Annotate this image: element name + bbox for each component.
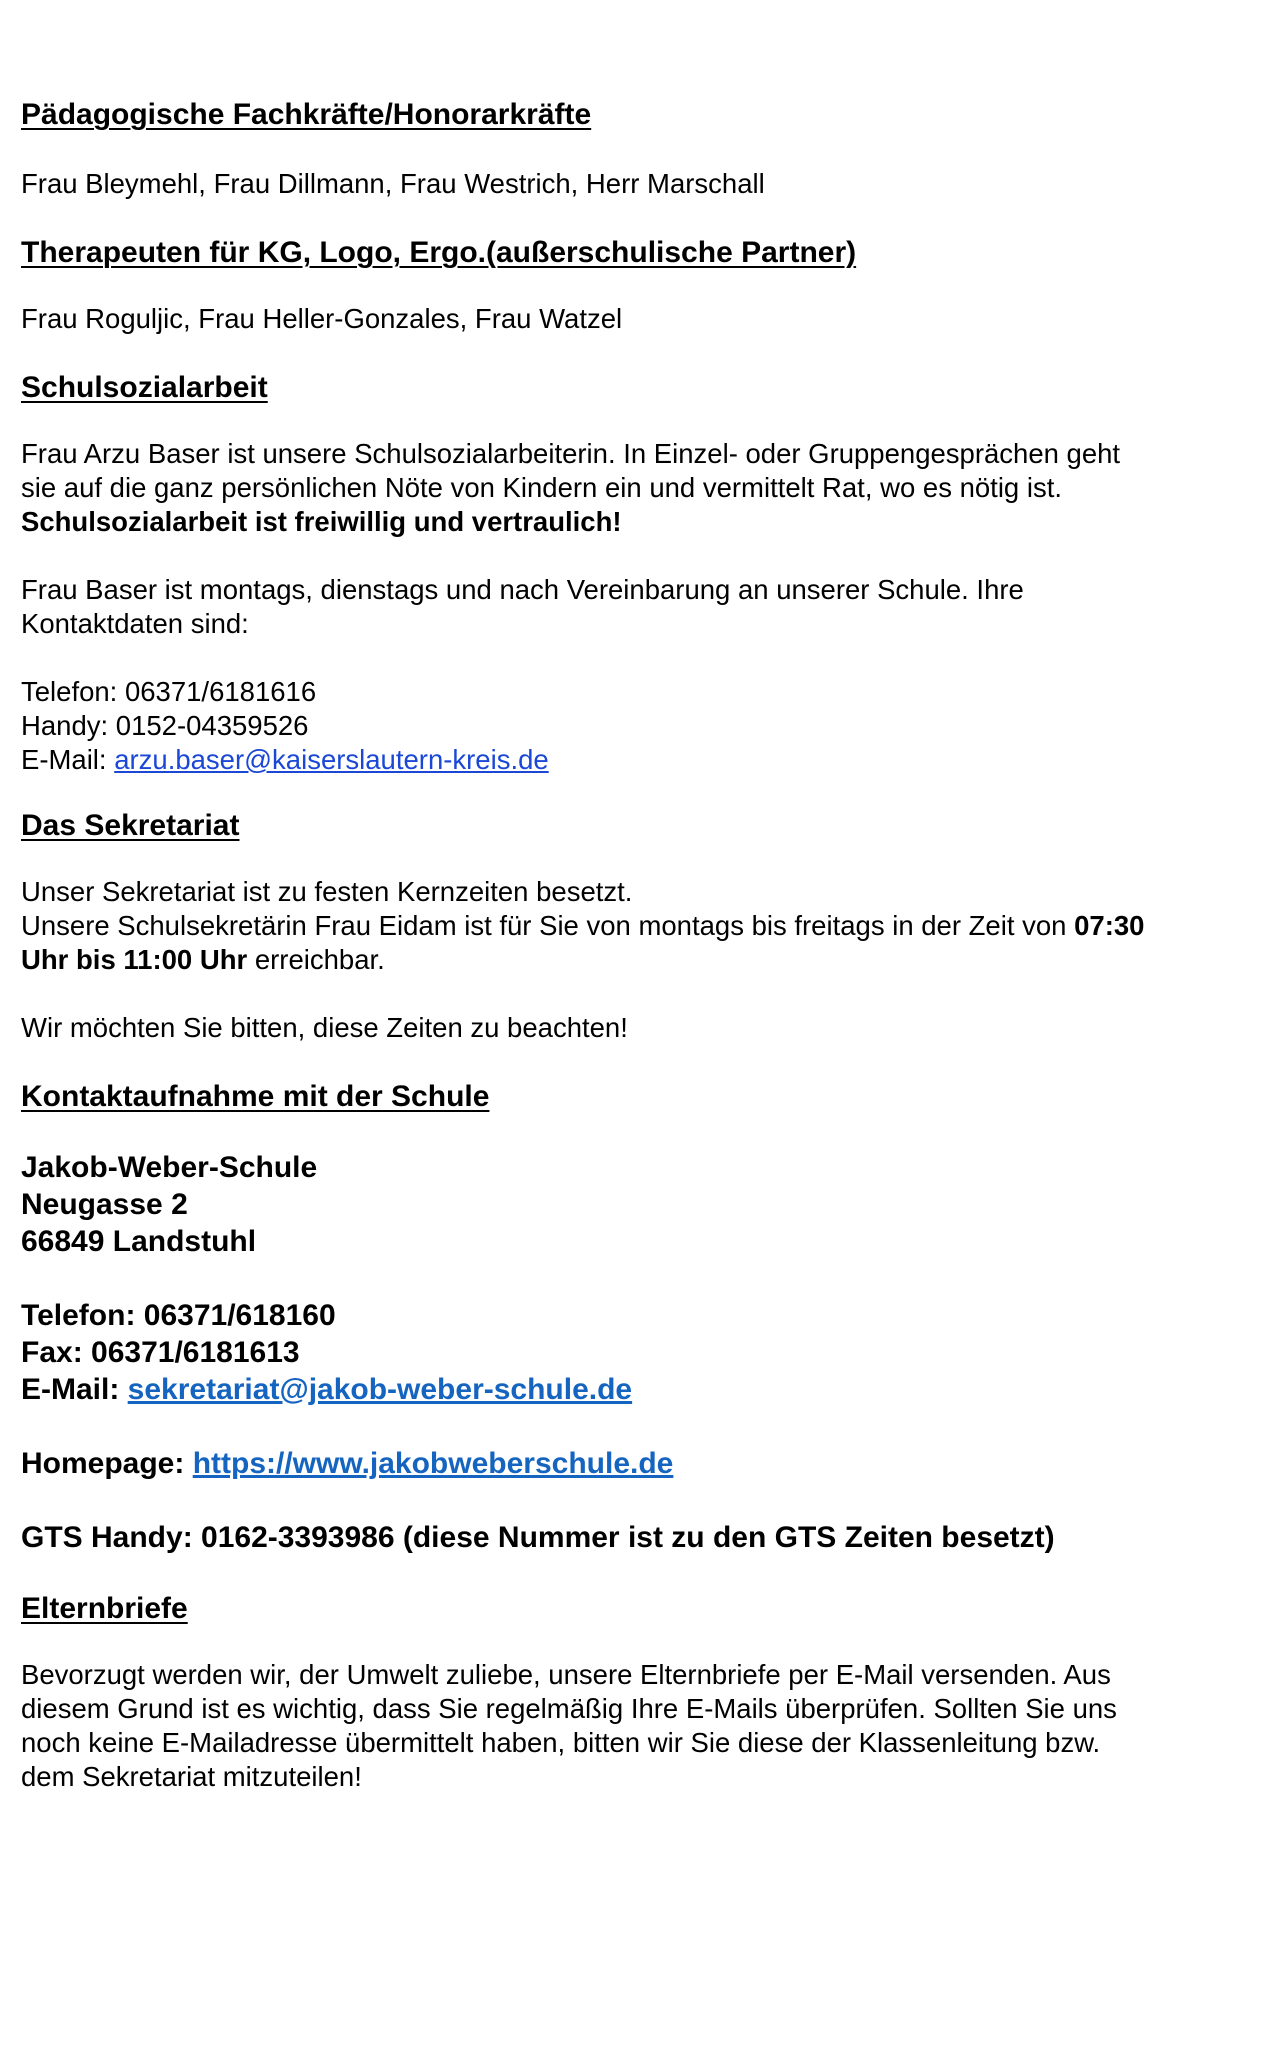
text-line-bold: Schulsozialarbeit ist freiwillig und vertraulich! bbox=[21, 506, 622, 537]
text-line: Frau Baser ist montags, dienstags und nach Vereinbarung an unserer Schule. Ihre bbox=[21, 574, 1024, 605]
schulsozialarbeit-contact bbox=[21, 675, 1241, 777]
time-start: 07:30 bbox=[1074, 910, 1145, 941]
heading-kontakt: Kontaktaufnahme mit der Schule bbox=[21, 1080, 490, 1113]
heading-elternbriefe: Elternbriefe bbox=[21, 1592, 188, 1625]
school-city: 66849 Landstuhl bbox=[21, 1225, 257, 1258]
school-street: Neugasse 2 bbox=[21, 1188, 188, 1221]
homepage-link[interactable]: https://www.jakobweberschule.de bbox=[192, 1447, 674, 1480]
homepage-label: Homepage: bbox=[21, 1447, 193, 1480]
fachkraefte-names: Frau Bleymehl, Frau Dillmann, Frau Westrich, Herr Marschall bbox=[21, 168, 765, 199]
email-label: E-Mail: bbox=[21, 744, 115, 775]
text-line: dem Sekretariat mitzuteilen! bbox=[21, 1761, 362, 1792]
text-line: Bevorzugt werden wir, der Umwelt zuliebe, unsere Elternbriefe per E-Mail versenden. Aus bbox=[21, 1659, 1111, 1690]
school-email-line bbox=[21, 1371, 1241, 1408]
text-line: sie auf die ganz persönlichen Nöte von Kindern ein und vermittelt Rat, wo es nötig ist. bbox=[21, 472, 1062, 503]
text-line: diesem Grund ist es wichtig, dass Sie regelmäßig Ihre E-Mails überprüfen. Sollten Sie uns bbox=[21, 1693, 1117, 1724]
text-line bbox=[21, 909, 1241, 943]
schulsozialarbeit-availability bbox=[21, 573, 1241, 641]
text-line: Kontaktdaten sind: bbox=[21, 608, 249, 639]
text-span: Unsere Schulsekretärin Frau Eidam ist für Sie von montags bis freitags in der Zeit von bbox=[21, 910, 1075, 941]
schulsozialarbeit-intro bbox=[21, 437, 1241, 539]
contact-email-line bbox=[21, 743, 1241, 777]
school-address bbox=[21, 1149, 1241, 1260]
heading-sekretariat: Das Sekretariat bbox=[21, 809, 240, 842]
school-fax: Fax: 06371/6181613 bbox=[21, 1336, 300, 1369]
text-line: noch keine E-Mailadresse übermittelt haben, bitten wir Sie diese der Klassenleitung bzw. bbox=[21, 1727, 1101, 1758]
school-phone: Telefon: 06371/618160 bbox=[21, 1299, 336, 1332]
email-label: E-Mail: bbox=[21, 1373, 128, 1406]
gts-phone: GTS Handy: 0162-3393986 (diese Nummer ist zu den GTS Zeiten besetzt) bbox=[21, 1521, 1055, 1554]
school-homepage-line bbox=[21, 1445, 1241, 1482]
contact-mobile: Handy: 0152-04359526 bbox=[21, 710, 309, 741]
heading-schulsozialarbeit: Schulsozialarbeit bbox=[21, 371, 268, 404]
school-name: Jakob-Weber-Schule bbox=[21, 1151, 318, 1184]
contact-phone: Telefon: 06371/6181616 bbox=[21, 676, 317, 707]
document-page bbox=[21, 96, 1241, 1794]
sekretariat-note: Wir möchten Sie bitten, diese Zeiten zu beachten! bbox=[21, 1012, 628, 1043]
text-line bbox=[21, 943, 1241, 977]
elternbriefe-text bbox=[21, 1658, 1241, 1794]
heading-therapeuten: Therapeuten für KG, Logo, Ergo.(außerschulische Partner) bbox=[21, 236, 857, 269]
sekretariat-text bbox=[21, 875, 1241, 977]
text-line: Frau Arzu Baser ist unsere Schulsozialarbeiterin. In Einzel- oder Gruppengesprächen geht bbox=[21, 438, 1121, 469]
therapeuten-names: Frau Roguljic, Frau Heller-Gonzales, Frau Watzel bbox=[21, 303, 623, 334]
text-line: Unser Sekretariat ist zu festen Kernzeiten besetzt. bbox=[21, 876, 633, 907]
time-range: Uhr bis 11:00 Uhr bbox=[21, 944, 248, 975]
text-span: erreichbar. bbox=[247, 944, 385, 975]
email-link[interactable]: arzu.baser@kaiserslautern-kreis.de bbox=[114, 744, 549, 775]
heading-fachkraefte: Pädagogische Fachkräfte/Honorarkräfte bbox=[21, 98, 592, 131]
school-contact bbox=[21, 1297, 1241, 1408]
school-email-link[interactable]: sekretariat@jakob-weber-schule.de bbox=[127, 1373, 633, 1406]
